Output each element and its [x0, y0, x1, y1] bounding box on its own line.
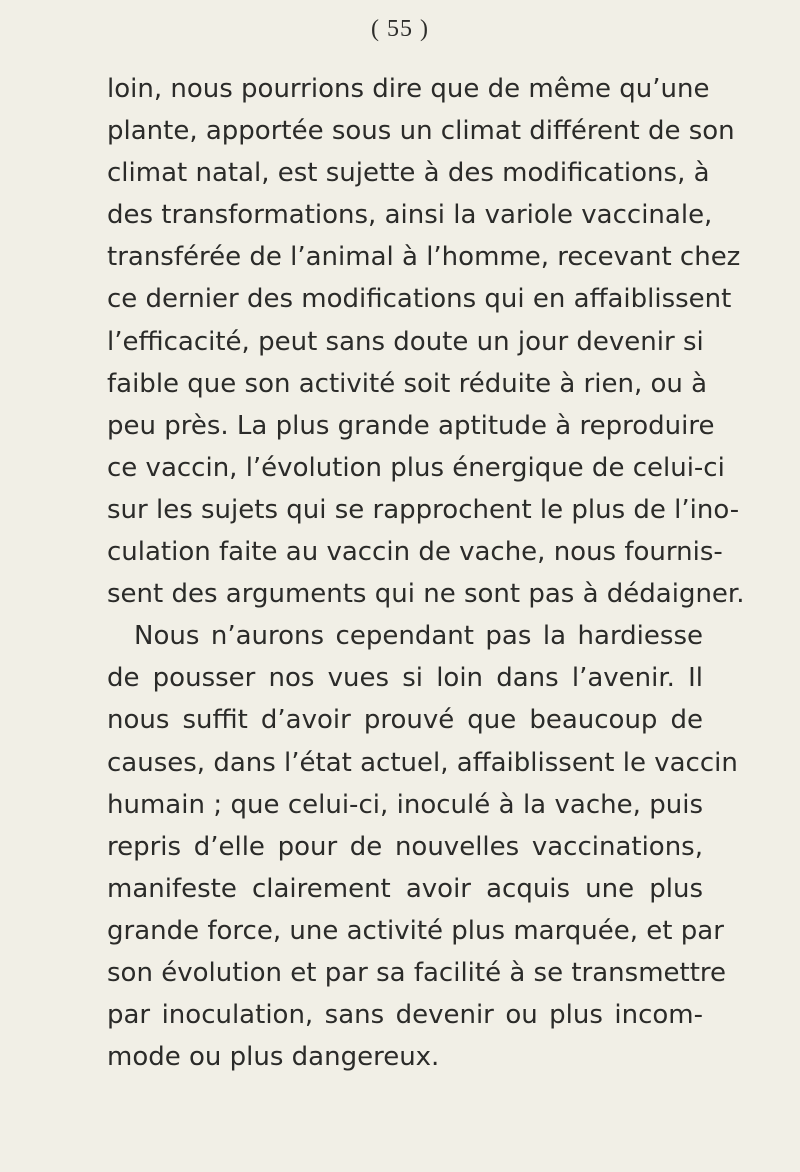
- text-line: plante, apportée sous un climat différent de son: [107, 116, 735, 147]
- text-line: manifeste clairement avoir acquis une plus: [107, 873, 703, 904]
- text-line: ce vaccin, l’évolution plus énergique de celui-ci: [107, 452, 725, 483]
- text-line: causes, dans l’état actuel, affaiblissent le vaccin: [107, 747, 738, 778]
- page-number: ( 55 ): [371, 16, 429, 42]
- text-line: par inoculation, sans devenir ou plus incom-: [107, 1000, 703, 1031]
- text-line: faible que son activité soit réduite à rien, ou à: [107, 368, 708, 399]
- text-line: des transformations, ainsi la variole vaccinale,: [107, 200, 713, 231]
- text-line: repris d’elle pour de nouvelles vaccinations,: [107, 831, 703, 862]
- text-line: sur les sujets qui se rapprochent le plus de l’ino-: [107, 494, 740, 525]
- text-line: de pousser nos vues si loin dans l’avenir. Il: [107, 663, 703, 694]
- text-line: climat natal, est sujette à des modifications, à: [107, 158, 710, 189]
- text-line: l’efficacité, peut sans doute un jour devenir si: [107, 326, 704, 357]
- text-line: grande force, une activité plus marquée, et par: [107, 915, 724, 946]
- text-line: loin, nous pourrions dire que de même qu’une: [107, 74, 710, 104]
- text-line: transférée de l’animal à l’homme, recevant chez: [107, 242, 741, 273]
- text-line: Nous n’aurons cependant pas la hardiesse: [134, 621, 703, 652]
- text-line: peu près. La plus grande aptitude à reproduire: [107, 410, 715, 441]
- body-text: [107, 68, 745, 1078]
- text-line: culation faite au vaccin de vache, nous fournis-: [107, 537, 723, 568]
- text-line: sent des arguments qui ne sont pas à dédaigner.: [107, 579, 745, 610]
- text-line: son évolution et par sa facilité à se transmettre: [107, 957, 727, 988]
- text-line: mode ou plus dangereux.: [107, 1042, 440, 1073]
- text-line: nous suffit d’avoir prouvé que beaucoup de: [107, 705, 703, 736]
- text-line: humain ; que celui-ci, inoculé à la vache, puis: [107, 789, 703, 820]
- text-line: ce dernier des modifications qui en affaiblissent: [107, 284, 732, 315]
